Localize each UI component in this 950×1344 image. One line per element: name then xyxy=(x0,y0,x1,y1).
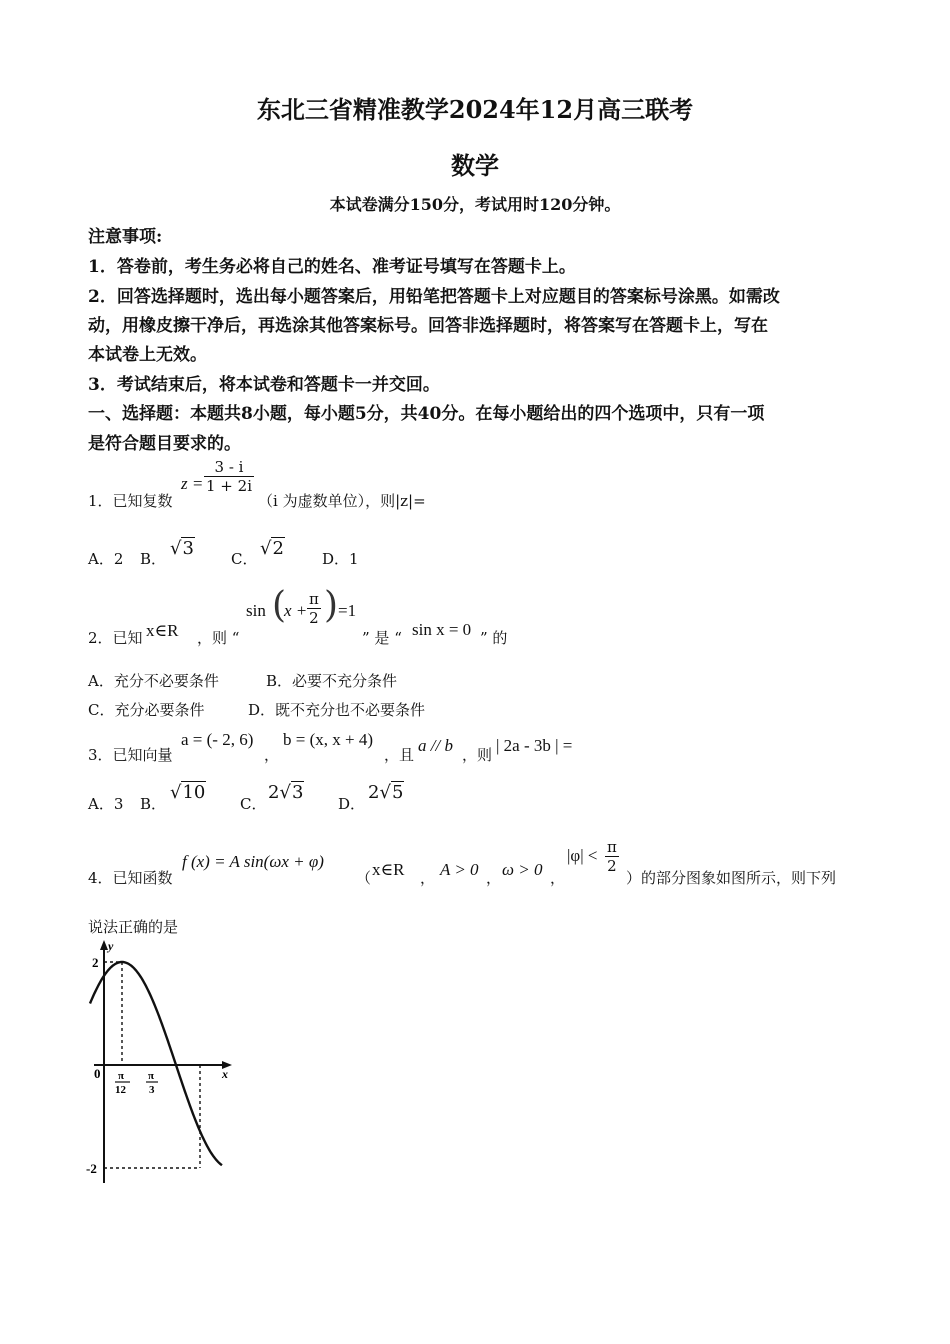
q1-z-eq: z = xyxy=(181,474,204,493)
notes-heading: 注意事项: xyxy=(88,227,163,247)
q1-option-c-label: C． xyxy=(231,550,258,568)
q1-option-a: A．2 xyxy=(88,550,124,568)
q4-line-2: 说法正确的是 xyxy=(88,918,179,936)
q2-option-c: C．充分必要条件 xyxy=(88,701,205,719)
q2-sin: sin xyxy=(246,601,266,620)
y-min-label: -2 xyxy=(86,1161,97,1176)
note-item-1: 1．答卷前，考生务必将自己的姓名、准考证号填写在答题卡上。 xyxy=(88,257,576,277)
q2-suffix: ” 的 xyxy=(480,629,508,647)
q1-denominator: 1 + 2i xyxy=(206,477,252,495)
q1-option-d: D．1 xyxy=(322,550,359,568)
q2-prefix: 2．已知 xyxy=(88,629,143,647)
q2-eq-one: =1 xyxy=(338,601,357,620)
x-tick-2-num: π xyxy=(148,1070,155,1082)
sine-curve xyxy=(90,962,222,1165)
q4-function: f (x) = A sin(ωx + φ) xyxy=(182,852,324,871)
q4-sep-3: ， xyxy=(550,869,566,887)
q4-cond-omega: ω > 0 xyxy=(502,860,543,879)
q2-paren-left: ( xyxy=(272,585,287,626)
note-item-2-line-2: 动，用橡皮擦干净后，再选涂其他答案标号。回答非选择题时，将答案写在答题卡上，写在 xyxy=(88,316,768,336)
q4-suffix: ）的部分图象如图所示，则下列 xyxy=(626,869,837,887)
q4-sep-1: ， xyxy=(420,869,436,887)
section1-line-1: 一、选择题：本题共8小题，每小题5分，共40分。在每小题给出的四个选项中，只有一项 xyxy=(88,404,765,424)
q2-paren-right: ) xyxy=(324,585,339,626)
q3-option-b-label: B． xyxy=(140,795,167,813)
section1-line-2: 是符合题目要求的。 xyxy=(88,434,241,454)
note-item-2-line-1: 2．回答选择题时，选出每小题答案后，用铅笔把答题卡上对应题目的答案标号涂黑。如需改 xyxy=(88,287,780,307)
q2-inner-x: x + xyxy=(284,601,308,620)
q2-pi-over-2: $\frac{\pi}{2}$ xyxy=(309,590,319,627)
q4-cond-x: x∈R xyxy=(372,860,405,879)
q3-then: ，则 xyxy=(462,746,493,764)
q3-prefix: 3．已知向量 xyxy=(88,746,173,764)
x-tick-1-num: π xyxy=(118,1070,125,1082)
q2-mid: ” 是 “ xyxy=(362,629,402,647)
q3-expression: | 2a - 3b | = xyxy=(496,736,573,755)
q4-prefix: 4．已知函数 xyxy=(88,869,173,887)
q3-vector-a: a = (- 2, 6) xyxy=(181,730,254,749)
y-axis-label: y xyxy=(108,939,114,953)
q3-option-a: A．3 xyxy=(88,795,124,813)
q3-option-c-value: 2√3 xyxy=(268,782,304,803)
x-axis-label: x xyxy=(222,1067,228,1081)
note-item-3: 3．考试结束后，将本试卷和答题卡一并交回。 xyxy=(88,375,440,395)
sine-graph xyxy=(86,938,236,1188)
q2-condition: x∈R xyxy=(146,621,179,640)
note-item-2-line-3: 本试卷上无效。 xyxy=(88,345,207,365)
exam-info: 本试卷满分150分，考试用时120分钟。 xyxy=(329,195,621,214)
q1-prefix: 1．已知复数 xyxy=(88,492,173,510)
q1-option-c-value: √2 xyxy=(260,538,284,559)
q1-fraction xyxy=(204,458,254,495)
q2-option-b: B．必要不充分条件 xyxy=(266,672,398,690)
q4-pi-over-2: $\frac{\pi}{2}$ xyxy=(607,838,617,875)
exam-title: 东北三省精准教学2024年12月高三联考 xyxy=(256,95,694,124)
q2-statement-2: sin x = 0 xyxy=(412,620,472,639)
q2-option-d: D．既不充分也不必要条件 xyxy=(248,701,426,719)
q4-sep-2: ， xyxy=(486,869,502,887)
q3-option-d-label: D． xyxy=(338,795,366,813)
q3-comma: ， xyxy=(264,746,280,764)
q1-suffix: （i 为虚数单位），则|z|= xyxy=(258,492,426,510)
q3-and: ，且 xyxy=(384,746,415,764)
origin-label: 0 xyxy=(94,1066,101,1081)
q4-cond-a: A > 0 xyxy=(440,860,479,879)
q3-option-c-label: C． xyxy=(240,795,267,813)
q2-then: ，则 “ xyxy=(197,629,240,647)
q3-vector-b: b = (x, x + 4) xyxy=(283,730,373,749)
q1-option-b-label: B． xyxy=(140,550,167,568)
x-tick-2-den: 3 xyxy=(149,1084,155,1096)
y-axis-arrow xyxy=(100,940,108,950)
q4-cond-phi: |φ| < xyxy=(567,846,598,865)
q1-option-b-value: √3 xyxy=(170,538,194,559)
q3-option-d-value: 2√5 xyxy=(368,782,404,803)
q2-option-a: A．充分不必要条件 xyxy=(88,672,219,690)
x-tick-1-den: 12 xyxy=(115,1084,126,1096)
q3-option-b-value: √10 xyxy=(170,782,206,803)
subject-title: 数学 xyxy=(451,151,499,180)
q3-parallel: a // b xyxy=(418,736,453,755)
q4-open-paren: （ xyxy=(356,869,372,887)
y-max-label: 2 xyxy=(92,955,99,970)
q1-numerator: 3 - i xyxy=(204,458,254,477)
